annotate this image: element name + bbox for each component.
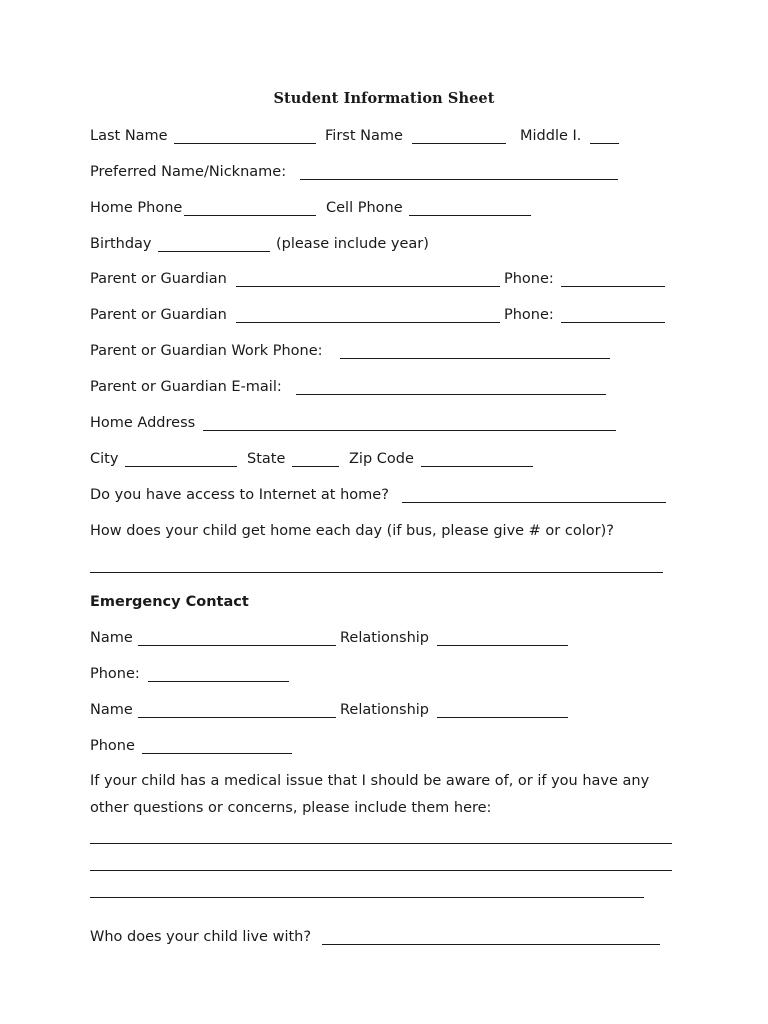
emergency-contact-2-row <box>90 700 650 720</box>
parent2-label: Parent or Guardian <box>90 307 227 323</box>
medical-answer-line-1[interactable] <box>90 843 672 844</box>
medical-question-line-1: If your child has a medical issue that I should be aware of, or if you have any <box>90 773 650 789</box>
emergency-phone-1-field[interactable] <box>148 681 289 682</box>
transport-row <box>90 521 670 541</box>
birthday-note: (please include year) <box>276 236 429 252</box>
internet-field[interactable] <box>402 502 666 503</box>
medical-answer-line-2[interactable] <box>90 870 672 871</box>
preferred-name-label: Preferred Name/Nickname: <box>90 164 287 180</box>
state-label: State <box>247 451 286 467</box>
state-field[interactable] <box>292 466 339 467</box>
parent-email-row <box>90 377 650 397</box>
emergency-name-2-label: Name <box>90 702 133 718</box>
first-name-label: First Name <box>325 128 403 144</box>
emergency-phone-2-row <box>90 736 650 756</box>
parent-work-phone-label: Parent or Guardian Work Phone: <box>90 343 323 359</box>
medical-question <box>90 768 649 822</box>
emergency-phone-1-row <box>90 664 650 684</box>
emergency-phone-2-label: Phone <box>90 738 135 754</box>
home-phone-label: Home Phone <box>90 200 183 216</box>
parent2-phone-field[interactable] <box>561 322 665 323</box>
emergency-name-2-field[interactable] <box>138 717 336 718</box>
emergency-phone-1-label: Phone: <box>90 666 140 682</box>
first-name-field[interactable] <box>412 143 506 144</box>
phone-row <box>90 198 650 218</box>
name-row <box>90 126 650 146</box>
internet-row <box>90 485 670 505</box>
parent1-field[interactable] <box>236 286 500 287</box>
lives-with-label: Who does your child live with? <box>90 929 312 945</box>
home-address-label: Home Address <box>90 415 196 431</box>
middle-initial-label: Middle I. <box>520 128 582 144</box>
parent-work-phone-field[interactable] <box>340 358 610 359</box>
emergency-contact-1-row <box>90 628 650 648</box>
birthday-label: Birthday <box>90 236 152 252</box>
page-title: Student Information Sheet <box>273 90 495 107</box>
parent1-label: Parent or Guardian <box>90 271 227 287</box>
emergency-phone-2-field[interactable] <box>142 753 292 754</box>
parent2-row <box>90 305 670 325</box>
parent-email-label: Parent or Guardian E-mail: <box>90 379 282 395</box>
city-label: City <box>90 451 119 467</box>
preferred-name-field[interactable] <box>300 179 618 180</box>
home-phone-field[interactable] <box>184 215 316 216</box>
lives-with-field[interactable] <box>322 944 660 945</box>
preferred-name-row <box>90 162 650 182</box>
last-name-field[interactable] <box>174 143 316 144</box>
parent1-phone-field[interactable] <box>561 286 665 287</box>
parent2-phone-label: Phone: <box>504 307 554 323</box>
relationship-1-field[interactable] <box>437 645 568 646</box>
emergency-name-1-field[interactable] <box>138 645 336 646</box>
parent1-phone-label: Phone: <box>504 271 554 287</box>
parent1-row <box>90 269 670 289</box>
relationship-2-label: Relationship <box>340 702 430 718</box>
zip-field[interactable] <box>421 466 533 467</box>
city-field[interactable] <box>125 466 237 467</box>
medical-answer-line-3[interactable] <box>90 897 644 898</box>
last-name-label: Last Name <box>90 128 168 144</box>
parent-work-phone-row <box>90 341 650 361</box>
parent-email-field[interactable] <box>296 394 606 395</box>
transport-label: How does your child get home each day (if bus, please give # or color)? <box>90 523 614 539</box>
parent2-field[interactable] <box>236 322 500 323</box>
internet-label: Do you have access to Internet at home? <box>90 487 389 503</box>
cell-phone-label: Cell Phone <box>326 200 403 216</box>
middle-initial-field[interactable] <box>590 143 619 144</box>
cell-phone-field[interactable] <box>409 215 531 216</box>
medical-question-line-2: other questions or concerns, please include them here: <box>90 800 492 816</box>
emergency-contact-heading: Emergency Contact <box>90 594 249 610</box>
home-address-row <box>90 413 650 433</box>
lives-with-row <box>90 927 670 947</box>
home-address-field[interactable] <box>203 430 616 431</box>
birthday-row <box>90 234 650 254</box>
zip-label: Zip Code <box>349 451 414 467</box>
emergency-name-1-label: Name <box>90 630 133 646</box>
relationship-1-label: Relationship <box>340 630 430 646</box>
relationship-2-field[interactable] <box>437 717 568 718</box>
birthday-field[interactable] <box>158 251 270 252</box>
city-state-zip-row <box>90 449 650 469</box>
transport-answer-line[interactable] <box>90 572 663 573</box>
